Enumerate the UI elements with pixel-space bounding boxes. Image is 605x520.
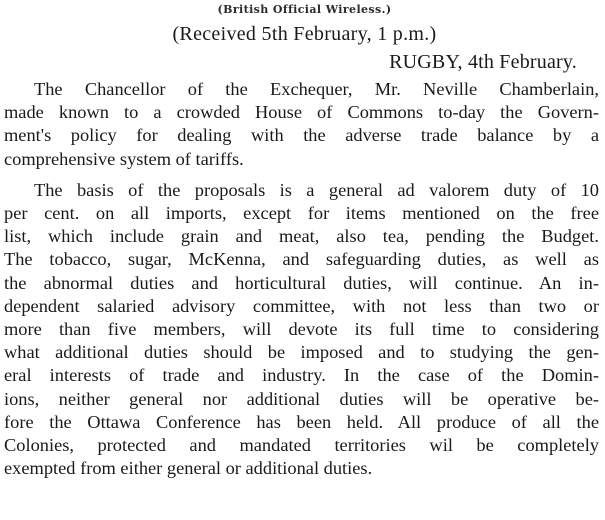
text-line: dependent salaried advisory committee, with not less than two or	[4, 295, 599, 316]
text-line: per cent. on all imports, except for items mentioned on the free	[4, 203, 599, 224]
text-line: The Chancellor of the Exchequer, Mr. Neville Chamberlain,	[34, 79, 599, 99]
paragraph-2	[4, 179, 605, 481]
text-line: exempted from either general or additional duties.	[4, 458, 373, 479]
received-timestamp: (Received 5th February, 1 p.m.)	[172, 23, 437, 45]
source-attribution: (British Official Wireless.)	[217, 3, 392, 16]
text-line: Colonies, protected and mandated territories wil be completely	[4, 435, 599, 456]
text-line: comprehensive system of tariffs.	[4, 148, 244, 169]
text-line: the abnormal duties and horticultural duties, will continue. An in-	[4, 272, 599, 293]
text-line: ment's policy for dealing with the adverse trade balance by a	[4, 125, 599, 146]
text-line: ions, neither general nor additional duties will be operative be-	[4, 388, 599, 409]
text-line: fore the Ottawa Conference has been held. All produce of all the	[4, 411, 599, 432]
text-line: what additional duties should be imposed and to studying the gen-	[4, 342, 599, 363]
text-line: made known to a crowded House of Commons to-day the Govern-	[4, 102, 599, 123]
text-line: more than five members, will devote its full time to considering	[4, 319, 599, 340]
text-line: The basis of the proposals is a general ad valorem duty of 10	[34, 179, 599, 200]
text-line: list, which include grain and meat, also tea, pending the Budget.	[4, 226, 599, 247]
text-line: eral interests of trade and industry. In the case of the Domin-	[4, 365, 599, 386]
text-line: The tobacco, sugar, McKenna, and safeguarding duties, as well as	[4, 249, 599, 270]
dateline: RUGBY, 4th February.	[389, 51, 577, 73]
paragraph-1	[4, 78, 605, 171]
